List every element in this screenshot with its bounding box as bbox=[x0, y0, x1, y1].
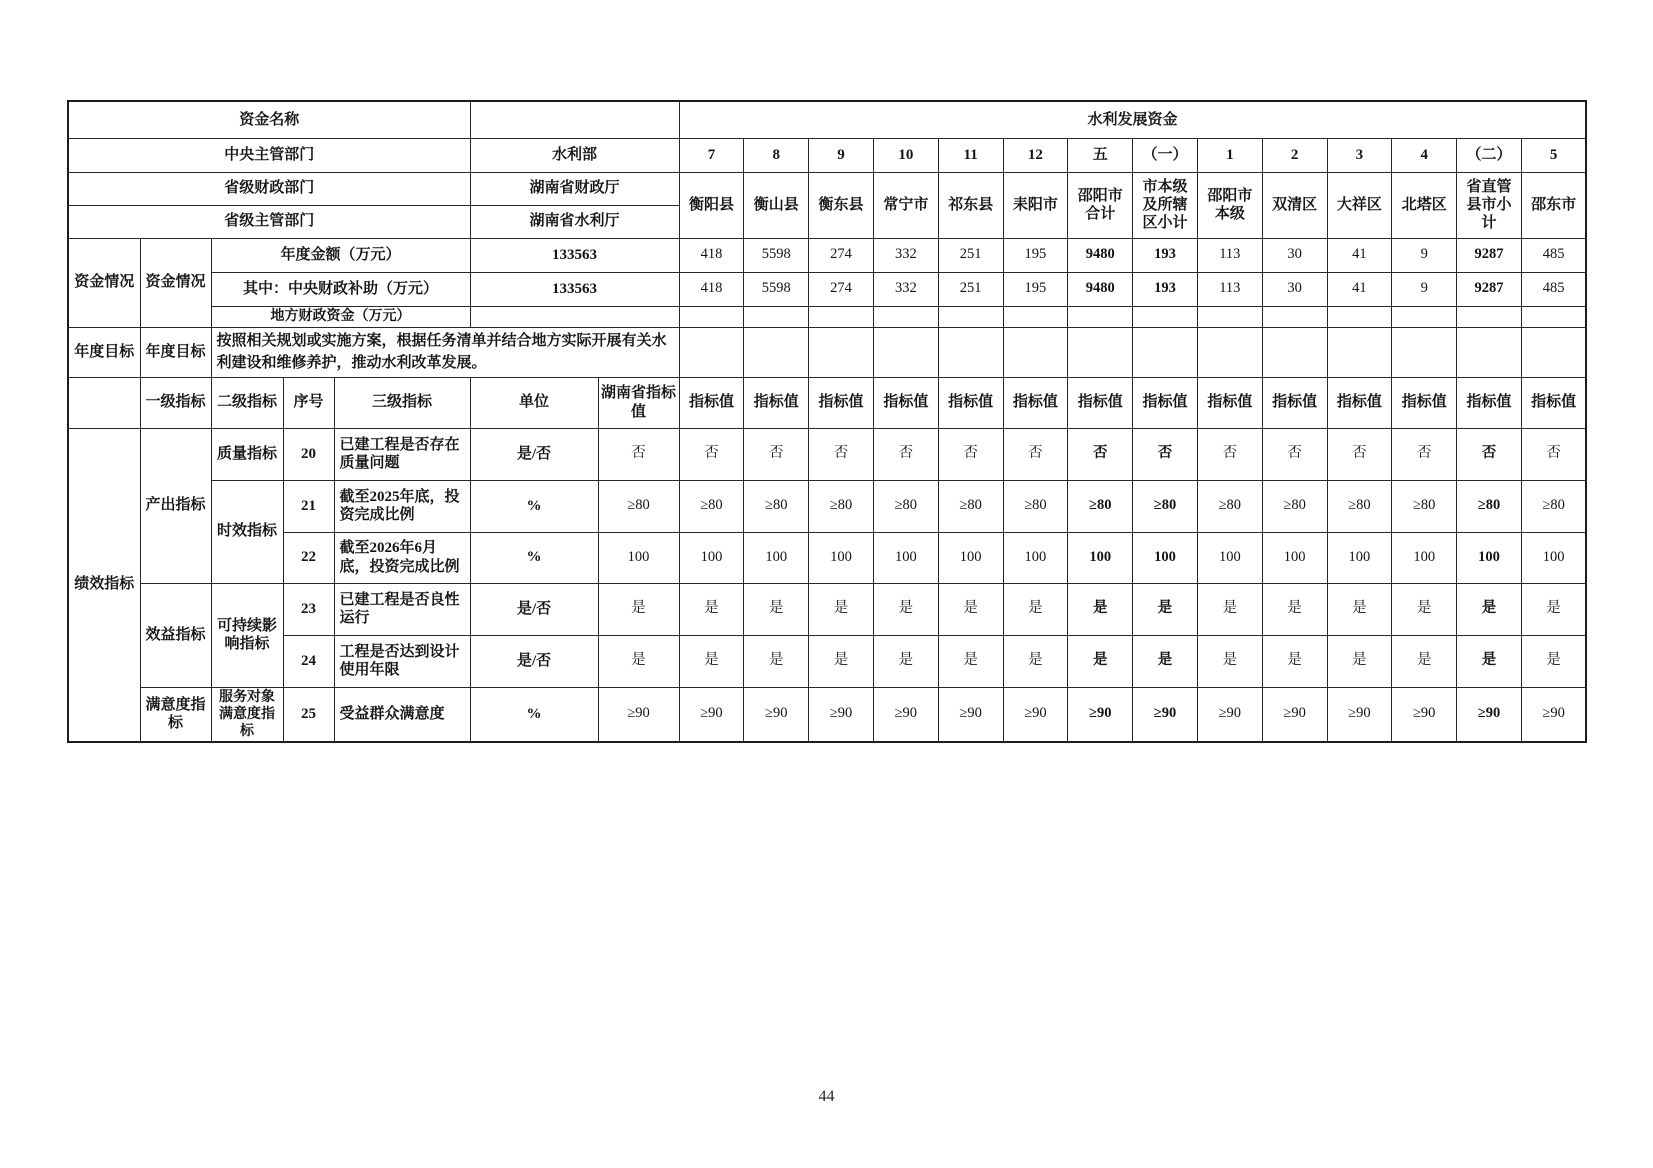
indicator-value-cell: ≥80 bbox=[1457, 480, 1522, 532]
central-subsidy-cell: 5598 bbox=[744, 272, 809, 306]
column-name-header: 邵阳市本级 bbox=[1197, 172, 1262, 238]
goal-empty-cell bbox=[1457, 327, 1522, 377]
fund-name-value: 水利发展资金 bbox=[679, 101, 1586, 138]
annual-amount-prov-value: 133563 bbox=[470, 238, 679, 272]
column-name-header: 北塔区 bbox=[1392, 172, 1457, 238]
goal-empty-cell bbox=[938, 327, 1003, 377]
column-name-header: 邵阳市合计 bbox=[1068, 172, 1133, 238]
indicator-value-cell: 否 bbox=[679, 428, 744, 480]
indicator-value-cell: 否 bbox=[1327, 428, 1392, 480]
level2-quality-label: 质量指标 bbox=[211, 428, 283, 480]
goal-empty-cell bbox=[1003, 327, 1068, 377]
goal-text: 按照相关规划或实施方案，根据任务清单并结合地方实际开展有关水利建设和维修养护，推动水利改革发展。 bbox=[211, 327, 679, 377]
column-name-header: 衡山县 bbox=[744, 172, 809, 238]
central-subsidy-cell: 193 bbox=[1133, 272, 1198, 306]
indicator-value-cell: ≥90 bbox=[1068, 687, 1133, 742]
column-number-header: 8 bbox=[744, 138, 809, 172]
indicator-value-cell: 是 bbox=[1003, 583, 1068, 635]
column-name-header: 祁东县 bbox=[938, 172, 1003, 238]
indicator-value-cell: 否 bbox=[1392, 428, 1457, 480]
indicator-name-cell: 已建工程是否存在质量问题 bbox=[334, 428, 470, 480]
indicator-value-cell: 否 bbox=[1133, 428, 1198, 480]
local-fund-cell bbox=[873, 306, 938, 327]
page-number: 44 bbox=[818, 1088, 835, 1105]
indicator-value-header: 指标值 bbox=[1197, 377, 1262, 428]
indicator-value-cell: ≥80 bbox=[873, 480, 938, 532]
central-subsidy-cell: 30 bbox=[1262, 272, 1327, 306]
indicator-value-cell: 100 bbox=[938, 532, 1003, 583]
level2-service-label: 服务对象满意度指标 bbox=[211, 687, 283, 742]
indicator-name-cell: 截至2026年6月底，投资完成比例 bbox=[334, 532, 470, 583]
indicator-value-cell: ≥80 bbox=[679, 480, 744, 532]
indicator-value-header: 指标值 bbox=[1327, 377, 1392, 428]
indicator-value-cell: ≥80 bbox=[938, 480, 1003, 532]
indicator-value-cell: 是 bbox=[1133, 583, 1198, 635]
central-subsidy-cell: 9480 bbox=[1068, 272, 1133, 306]
indicator-value-header: 指标值 bbox=[873, 377, 938, 428]
indicator-value-cell: ≥90 bbox=[938, 687, 1003, 742]
indicator-value-cell: 是 bbox=[1003, 635, 1068, 687]
indicator-value-cell: 是 bbox=[1521, 583, 1586, 635]
indicator-value-cell: 是 bbox=[679, 583, 744, 635]
indicator-name-cell: 截至2025年底，投资完成比例 bbox=[334, 480, 470, 532]
indicator-value-cell: 100 bbox=[679, 532, 744, 583]
level2-timeliness-label: 时效指标 bbox=[211, 480, 283, 583]
central-subsidy-cell: 485 bbox=[1521, 272, 1586, 306]
indicator-value-cell: ≥90 bbox=[809, 687, 874, 742]
unit-cell: % bbox=[470, 687, 598, 742]
unit-cell: % bbox=[470, 532, 598, 583]
local-fund-cell bbox=[1521, 306, 1586, 327]
level1-header: 一级指标 bbox=[140, 377, 211, 428]
indicator-value-cell: 100 bbox=[1521, 532, 1586, 583]
unit-cell: 是/否 bbox=[470, 583, 598, 635]
goal-empty-cell bbox=[1521, 327, 1586, 377]
indicator-value-cell: 100 bbox=[1392, 532, 1457, 583]
unit-header: 单位 bbox=[470, 377, 598, 428]
column-name-header: 常宁市 bbox=[873, 172, 938, 238]
level1-satisfaction-label: 满意度指标 bbox=[140, 687, 211, 742]
indicator-value-cell: 是 bbox=[679, 635, 744, 687]
central-subsidy-cell: 9 bbox=[1392, 272, 1457, 306]
indicator-value-cell: ≥90 bbox=[1133, 687, 1198, 742]
indicator-value-cell: 是 bbox=[1327, 635, 1392, 687]
prov-value-cell: 否 bbox=[598, 428, 679, 480]
goal-empty-cell bbox=[1262, 327, 1327, 377]
unit-cell: 是/否 bbox=[470, 428, 598, 480]
seq-cell: 22 bbox=[283, 532, 334, 583]
fund-amount-cell: 195 bbox=[1003, 238, 1068, 272]
indicator-value-cell: ≥80 bbox=[1521, 480, 1586, 532]
central-subsidy-cell: 113 bbox=[1197, 272, 1262, 306]
prov-value-cell: 是 bbox=[598, 635, 679, 687]
column-name-header: 市本级及所辖区小计 bbox=[1133, 172, 1198, 238]
column-number-header: 9 bbox=[809, 138, 874, 172]
fund-amount-cell: 193 bbox=[1133, 238, 1198, 272]
indicator-value-cell: 否 bbox=[1068, 428, 1133, 480]
local-fund-cell bbox=[1392, 306, 1457, 327]
central-subsidy-cell: 9287 bbox=[1457, 272, 1522, 306]
indicator-value-cell: 是 bbox=[1197, 583, 1262, 635]
level1-output-label: 产出指标 bbox=[140, 428, 211, 583]
performance-group-label: 绩效指标 bbox=[68, 428, 140, 742]
indicator-value-cell: ≥80 bbox=[1392, 480, 1457, 532]
level3-header: 三级指标 bbox=[334, 377, 470, 428]
indicator-value-cell: ≥90 bbox=[679, 687, 744, 742]
unit-cell: % bbox=[470, 480, 598, 532]
fund-amount-cell: 9287 bbox=[1457, 238, 1522, 272]
annual-amount-label: 年度金额（万元） bbox=[211, 238, 470, 272]
indicator-name-cell: 工程是否达到设计使用年限 bbox=[334, 635, 470, 687]
column-number-header: 1 bbox=[1197, 138, 1262, 172]
goal-empty-cell bbox=[1133, 327, 1198, 377]
performance-indicator-table bbox=[67, 100, 1587, 743]
indicator-value-cell: 是 bbox=[873, 635, 938, 687]
central-subsidy-cell: 251 bbox=[938, 272, 1003, 306]
indicator-value-cell: 是 bbox=[809, 583, 874, 635]
indicator-value-header: 指标值 bbox=[809, 377, 874, 428]
column-name-header: 大祥区 bbox=[1327, 172, 1392, 238]
indicator-value-cell: 否 bbox=[1457, 428, 1522, 480]
indicator-value-cell: ≥90 bbox=[1327, 687, 1392, 742]
level1-benefit-label: 效益指标 bbox=[140, 583, 211, 687]
indicator-value-cell: 否 bbox=[938, 428, 1003, 480]
column-name-header: 邵东市 bbox=[1521, 172, 1586, 238]
indicator-value-cell: 是 bbox=[809, 635, 874, 687]
indicator-value-cell: 是 bbox=[744, 583, 809, 635]
column-number-header: 2 bbox=[1262, 138, 1327, 172]
indicator-value-cell: 100 bbox=[1262, 532, 1327, 583]
indicator-value-cell: 是 bbox=[938, 635, 1003, 687]
indicator-value-cell: 100 bbox=[1327, 532, 1392, 583]
indicator-value-cell: ≥80 bbox=[1003, 480, 1068, 532]
fund-amount-cell: 332 bbox=[873, 238, 938, 272]
local-fund-cell bbox=[1068, 306, 1133, 327]
goal-empty-cell bbox=[1327, 327, 1392, 377]
central-subsidy-cell: 41 bbox=[1327, 272, 1392, 306]
prov-value-cell: ≥80 bbox=[598, 480, 679, 532]
column-name-header: 衡东县 bbox=[809, 172, 874, 238]
local-fund-cell bbox=[1197, 306, 1262, 327]
indicator-value-cell: 100 bbox=[1457, 532, 1522, 583]
level2-sustain-label: 可持续影响指标 bbox=[211, 583, 283, 687]
central-dept-label: 中央主管部门 bbox=[68, 138, 470, 172]
indicator-value-cell: ≥90 bbox=[1392, 687, 1457, 742]
column-number-header: 11 bbox=[938, 138, 1003, 172]
goal-empty-cell bbox=[809, 327, 874, 377]
column-number-header: 10 bbox=[873, 138, 938, 172]
column-number-header: 五 bbox=[1068, 138, 1133, 172]
indicator-value-cell: 100 bbox=[1003, 532, 1068, 583]
goal-empty-cell bbox=[1068, 327, 1133, 377]
indicator-value-header: 指标值 bbox=[1521, 377, 1586, 428]
seq-cell: 24 bbox=[283, 635, 334, 687]
fund-amount-cell: 30 bbox=[1262, 238, 1327, 272]
seq-cell: 21 bbox=[283, 480, 334, 532]
indicator-value-cell: 否 bbox=[1521, 428, 1586, 480]
central-dept-value: 水利部 bbox=[470, 138, 679, 172]
fund-amount-cell: 251 bbox=[938, 238, 1003, 272]
fund-amount-cell: 41 bbox=[1327, 238, 1392, 272]
column-number-header: （一） bbox=[1133, 138, 1198, 172]
prov-finance-dept-value: 湖南省财政厅 bbox=[470, 172, 679, 205]
column-name-header: 省直管县市小计 bbox=[1457, 172, 1522, 238]
local-fund-cell bbox=[1457, 306, 1522, 327]
unit-cell: 是/否 bbox=[470, 635, 598, 687]
indicator-value-cell: 100 bbox=[1068, 532, 1133, 583]
fund-amount-cell: 274 bbox=[809, 238, 874, 272]
indicator-value-cell: 是 bbox=[1457, 635, 1522, 687]
local-fund-cell bbox=[938, 306, 1003, 327]
indicator-value-cell: 100 bbox=[1133, 532, 1198, 583]
indicator-value-cell: 否 bbox=[1197, 428, 1262, 480]
indicator-value-cell: ≥80 bbox=[1068, 480, 1133, 532]
indicator-value-cell: 是 bbox=[1457, 583, 1522, 635]
indicator-value-cell: ≥80 bbox=[1133, 480, 1198, 532]
column-number-header: 4 bbox=[1392, 138, 1457, 172]
indicator-name-cell: 受益群众满意度 bbox=[334, 687, 470, 742]
indicator-value-header: 指标值 bbox=[938, 377, 1003, 428]
indicator-value-cell: 100 bbox=[1197, 532, 1262, 583]
indicator-value-header: 指标值 bbox=[1068, 377, 1133, 428]
indicator-value-cell: ≥80 bbox=[809, 480, 874, 532]
fund-amount-cell: 485 bbox=[1521, 238, 1586, 272]
indicator-value-cell: ≥90 bbox=[1262, 687, 1327, 742]
column-number-header: 7 bbox=[679, 138, 744, 172]
indicator-value-header: 指标值 bbox=[744, 377, 809, 428]
indicator-value-cell: 是 bbox=[938, 583, 1003, 635]
local-fund-cell bbox=[679, 306, 744, 327]
goal-empty-cell bbox=[744, 327, 809, 377]
indicator-value-cell: ≥80 bbox=[1327, 480, 1392, 532]
indicator-value-cell: ≥90 bbox=[1521, 687, 1586, 742]
prov-主管-dept-label: 省级主管部门 bbox=[68, 205, 470, 238]
column-number-header: 5 bbox=[1521, 138, 1586, 172]
central-subsidy-prov-value: 133563 bbox=[470, 272, 679, 306]
indicator-value-cell: ≥90 bbox=[873, 687, 938, 742]
indicator-value-header: 指标值 bbox=[1262, 377, 1327, 428]
column-name-header: 耒阳市 bbox=[1003, 172, 1068, 238]
indicator-value-cell: 是 bbox=[1068, 583, 1133, 635]
local-fund-label: 地方财政资金（万元） bbox=[211, 306, 470, 327]
prov-finance-dept-label: 省级财政部门 bbox=[68, 172, 470, 205]
fund-amount-cell: 9480 bbox=[1068, 238, 1133, 272]
goal-group-label: 年度目标 bbox=[68, 327, 140, 377]
goal-sub-label: 年度目标 bbox=[140, 327, 211, 377]
fund-amount-cell: 113 bbox=[1197, 238, 1262, 272]
indicator-value-cell: 是 bbox=[1197, 635, 1262, 687]
local-fund-cell bbox=[744, 306, 809, 327]
indicator-value-cell: ≥90 bbox=[1457, 687, 1522, 742]
indicator-value-cell: 是 bbox=[1392, 635, 1457, 687]
indicator-value-cell: 100 bbox=[744, 532, 809, 583]
indicator-value-cell: 否 bbox=[873, 428, 938, 480]
column-number-header: 12 bbox=[1003, 138, 1068, 172]
local-fund-cell bbox=[1262, 306, 1327, 327]
indicator-value-cell: 否 bbox=[809, 428, 874, 480]
fund-amount-cell: 418 bbox=[679, 238, 744, 272]
indicator-value-header: 指标值 bbox=[1133, 377, 1198, 428]
fund-info-sub-label: 资金情况 bbox=[140, 238, 211, 327]
goal-empty-cell bbox=[1392, 327, 1457, 377]
seq-cell: 23 bbox=[283, 583, 334, 635]
indicator-value-cell: 100 bbox=[873, 532, 938, 583]
goal-empty-cell bbox=[679, 327, 744, 377]
indicator-value-cell: 否 bbox=[1003, 428, 1068, 480]
prov-value-cell: 是 bbox=[598, 583, 679, 635]
local-fund-cell bbox=[1327, 306, 1392, 327]
prov-value-cell: 100 bbox=[598, 532, 679, 583]
indicator-value-cell: 是 bbox=[873, 583, 938, 635]
indicator-value-cell: 是 bbox=[1327, 583, 1392, 635]
central-subsidy-cell: 332 bbox=[873, 272, 938, 306]
indicator-value-cell: 是 bbox=[744, 635, 809, 687]
indicator-value-cell: 是 bbox=[1521, 635, 1586, 687]
goal-empty-cell bbox=[873, 327, 938, 377]
column-name-header: 双清区 bbox=[1262, 172, 1327, 238]
indicator-value-cell: 是 bbox=[1392, 583, 1457, 635]
indicator-value-cell: ≥80 bbox=[744, 480, 809, 532]
central-subsidy-cell: 195 bbox=[1003, 272, 1068, 306]
prov-value-cell: ≥90 bbox=[598, 687, 679, 742]
seq-header: 序号 bbox=[283, 377, 334, 428]
prov-value-header: 湖南省指标值 bbox=[598, 377, 679, 428]
goal-empty-cell bbox=[1197, 327, 1262, 377]
indicator-value-cell: ≥80 bbox=[1262, 480, 1327, 532]
indicator-value-header: 指标值 bbox=[1003, 377, 1068, 428]
fund-name-label: 资金名称 bbox=[68, 101, 470, 138]
indicator-value-cell: 是 bbox=[1068, 635, 1133, 687]
local-fund-cell bbox=[1133, 306, 1198, 327]
indicator-value-cell: ≥90 bbox=[744, 687, 809, 742]
column-number-header: 3 bbox=[1327, 138, 1392, 172]
indicator-value-cell: 否 bbox=[1262, 428, 1327, 480]
corner-empty-cell bbox=[68, 377, 140, 428]
indicator-value-cell: 是 bbox=[1262, 583, 1327, 635]
indicator-value-cell: 否 bbox=[744, 428, 809, 480]
fund-amount-cell: 5598 bbox=[744, 238, 809, 272]
fund-amount-cell: 9 bbox=[1392, 238, 1457, 272]
indicator-value-cell: 是 bbox=[1133, 635, 1198, 687]
column-name-header: 衡阳县 bbox=[679, 172, 744, 238]
indicator-value-header: 指标值 bbox=[1457, 377, 1522, 428]
indicator-value-header: 指标值 bbox=[679, 377, 744, 428]
central-subsidy-cell: 418 bbox=[679, 272, 744, 306]
indicator-value-header: 指标值 bbox=[1392, 377, 1457, 428]
local-fund-cell bbox=[809, 306, 874, 327]
column-number-header: （二） bbox=[1457, 138, 1522, 172]
fund-name-spacer bbox=[470, 101, 679, 138]
indicator-value-cell: ≥90 bbox=[1003, 687, 1068, 742]
indicator-name-cell: 已建工程是否良性运行 bbox=[334, 583, 470, 635]
local-fund-cell bbox=[1003, 306, 1068, 327]
indicator-value-cell: ≥90 bbox=[1197, 687, 1262, 742]
fund-info-group-label: 资金情况 bbox=[68, 238, 140, 327]
indicator-value-cell: 是 bbox=[1262, 635, 1327, 687]
central-subsidy-label: 其中：中央财政补助（万元） bbox=[211, 272, 470, 306]
level2-header: 二级指标 bbox=[211, 377, 283, 428]
indicator-value-cell: ≥80 bbox=[1197, 480, 1262, 532]
indicator-value-cell: 100 bbox=[809, 532, 874, 583]
seq-cell: 20 bbox=[283, 428, 334, 480]
seq-cell: 25 bbox=[283, 687, 334, 742]
central-subsidy-cell: 274 bbox=[809, 272, 874, 306]
prov-主管-dept-value: 湖南省水利厅 bbox=[470, 205, 679, 238]
local-fund-prov-value bbox=[470, 306, 679, 327]
